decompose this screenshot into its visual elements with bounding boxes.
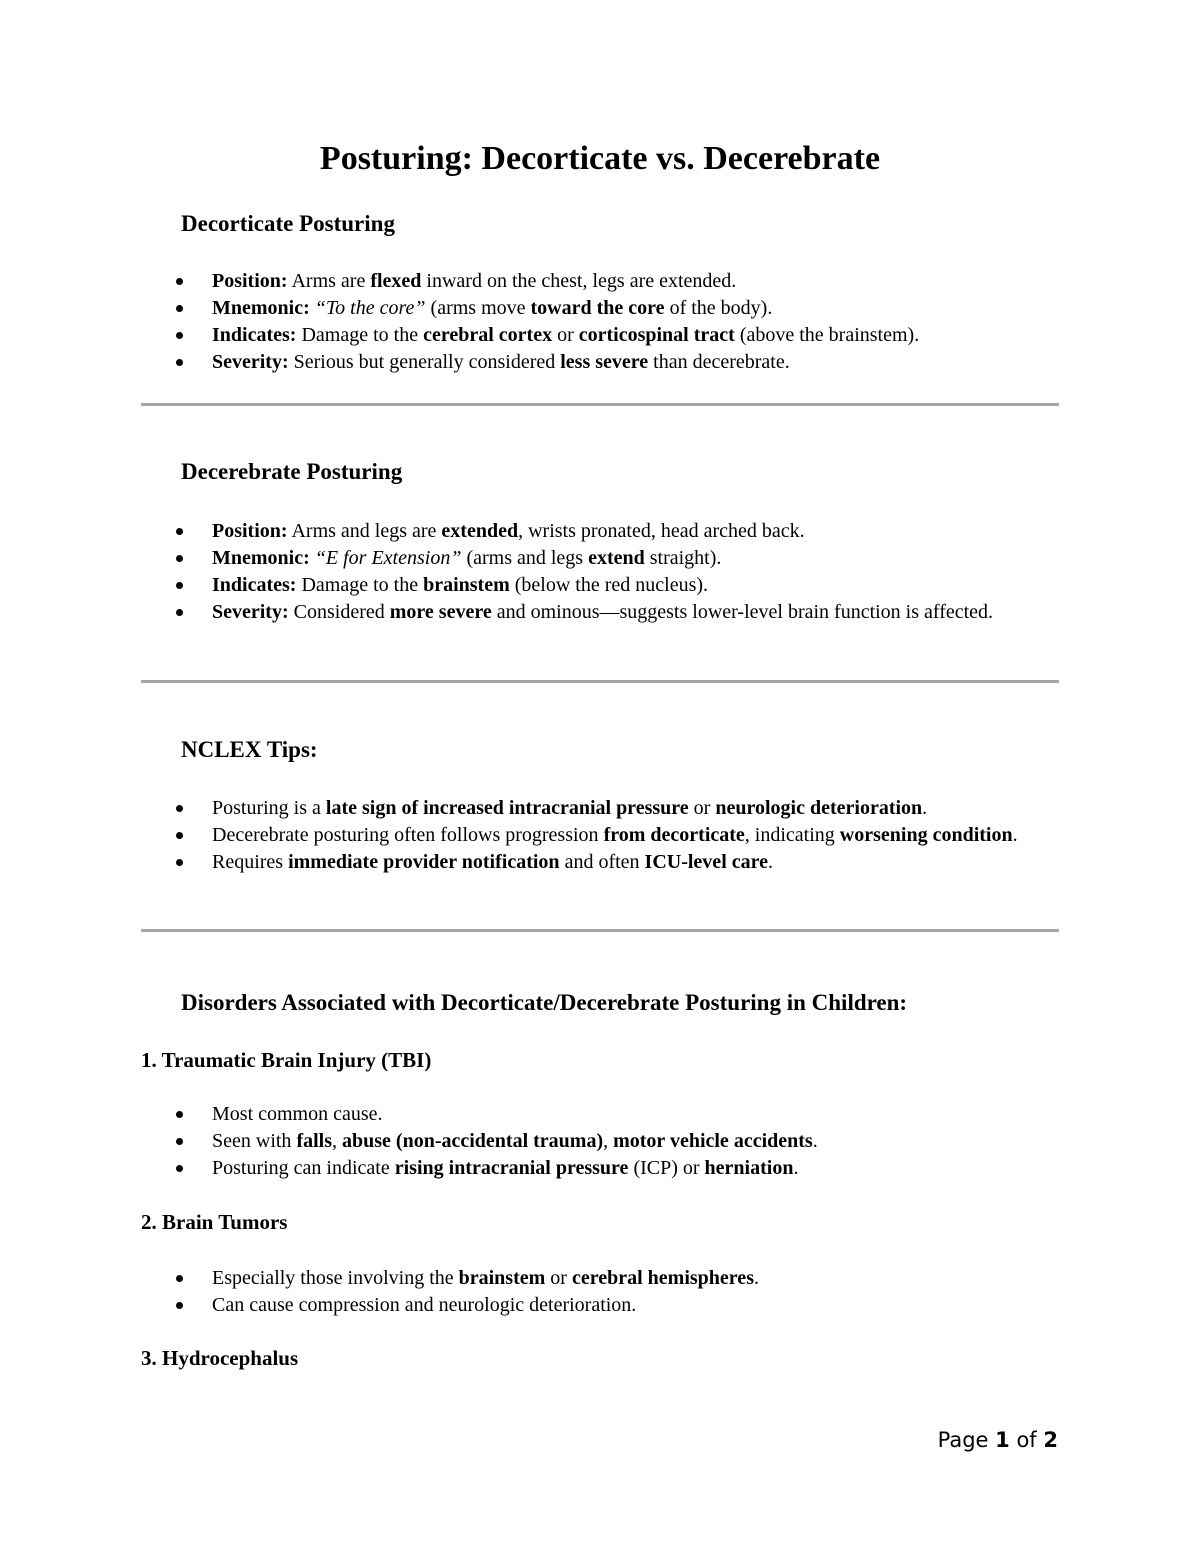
item-bold: more severe bbox=[389, 601, 492, 623]
item-text: . bbox=[753, 1267, 759, 1289]
item-text: Damage to the bbox=[296, 324, 424, 346]
page-title: Posturing: Decorticate vs. Decerebrate bbox=[319, 140, 881, 177]
item-label: Severity: bbox=[212, 351, 289, 373]
tumors-heading: 2. Brain Tumors bbox=[141, 1210, 288, 1234]
item-text: Seen with bbox=[212, 1130, 297, 1152]
disorders-heading: Disorders Associated with Decorticate/Decerebrate Posturing in Children: bbox=[181, 990, 908, 1015]
item-text: Can cause compression and neurologic deterioration. bbox=[212, 1294, 637, 1316]
item-text: Damage to the bbox=[296, 574, 424, 596]
item-bold: cerebral cortex bbox=[423, 324, 553, 346]
item-text: , wrists pronated, head arched back. bbox=[518, 520, 805, 542]
item-label: Mnemonic: bbox=[212, 547, 310, 569]
list-item bbox=[170, 322, 1070, 349]
item-label: Severity: bbox=[212, 601, 289, 623]
page-number-middle: of bbox=[1009, 1428, 1044, 1452]
item-text: Considered bbox=[288, 601, 390, 623]
list-item bbox=[170, 518, 1070, 545]
item-label: Mnemonic: bbox=[212, 297, 310, 319]
item-italic: “E for Extension” bbox=[314, 547, 462, 569]
item-bold: falls bbox=[296, 1130, 332, 1152]
item-text: , bbox=[603, 1130, 614, 1152]
tbi-heading: 1. Traumatic Brain Injury (TBI) bbox=[141, 1048, 432, 1072]
list-item bbox=[170, 1265, 1070, 1292]
item-label: Position: bbox=[212, 270, 288, 292]
nclex-heading: NCLEX Tips: bbox=[181, 737, 318, 762]
item-label: Indicates: bbox=[212, 324, 297, 346]
nclex-list bbox=[170, 795, 1070, 876]
page-number bbox=[938, 1428, 1058, 1452]
page-number-total: 2 bbox=[1043, 1428, 1058, 1452]
item-bold: worsening condition bbox=[839, 824, 1013, 846]
tumors-list bbox=[170, 1265, 1070, 1319]
item-bold: motor vehicle accidents bbox=[613, 1130, 813, 1152]
item-text: or bbox=[545, 1267, 572, 1289]
item-text: Posturing is a bbox=[212, 797, 326, 819]
item-text: , indicating bbox=[744, 824, 840, 846]
section-divider bbox=[141, 403, 1059, 406]
item-bold: ICU-level care bbox=[644, 851, 769, 873]
item-label: Indicates: bbox=[212, 574, 297, 596]
item-bold: brainstem bbox=[423, 574, 510, 596]
list-item bbox=[170, 849, 1070, 876]
item-text: than decerebrate. bbox=[648, 351, 790, 373]
item-bold: late sign of increased intracranial pressure bbox=[325, 797, 689, 819]
item-text: and often bbox=[559, 851, 645, 873]
item-bold: herniation bbox=[704, 1157, 794, 1179]
item-text: of the body). bbox=[664, 297, 773, 319]
item-text: Arms are bbox=[287, 270, 371, 292]
item-bold: cerebral hemispheres bbox=[571, 1267, 754, 1289]
item-text: (ICP) or bbox=[628, 1157, 705, 1179]
item-text: straight). bbox=[644, 547, 722, 569]
item-text: (arms move bbox=[425, 297, 531, 319]
item-bold: flexed bbox=[370, 270, 422, 292]
list-item bbox=[170, 545, 1070, 572]
item-text: , bbox=[332, 1130, 342, 1152]
item-text: or bbox=[688, 797, 716, 819]
item-text: . bbox=[812, 1130, 818, 1152]
item-text: Requires bbox=[212, 851, 289, 873]
decorticate-list bbox=[170, 268, 1070, 376]
list-item bbox=[170, 1128, 1070, 1155]
page-number-current: 1 bbox=[995, 1428, 1010, 1452]
tbi-list bbox=[170, 1101, 1070, 1182]
item-text: Most common cause. bbox=[212, 1103, 383, 1125]
item-text: (below the red nucleus). bbox=[509, 574, 709, 596]
item-bold: rising intracranial pressure bbox=[394, 1157, 629, 1179]
list-item bbox=[170, 1155, 1070, 1182]
decerebrate-list bbox=[170, 518, 1070, 626]
list-item bbox=[170, 822, 1070, 849]
hydrocephalus-heading: 3. Hydrocephalus bbox=[141, 1346, 299, 1370]
list-item bbox=[170, 295, 1070, 322]
list-item bbox=[170, 268, 1070, 295]
item-bold: abuse (non-accidental trauma) bbox=[342, 1130, 604, 1152]
list-item bbox=[170, 599, 1070, 626]
list-item bbox=[170, 1292, 1070, 1319]
item-text: . bbox=[1012, 824, 1018, 846]
item-italic: “To the core” bbox=[314, 297, 426, 319]
item-bold: neurologic deterioration bbox=[715, 797, 923, 819]
item-text: Arms and legs are bbox=[287, 520, 442, 542]
item-text: (arms and legs bbox=[461, 547, 589, 569]
item-text: Decerebrate posturing often follows progression bbox=[212, 824, 604, 846]
decorticate-heading: Decorticate Posturing bbox=[181, 211, 395, 236]
item-bold: extend bbox=[588, 547, 645, 569]
item-text: . bbox=[922, 797, 928, 819]
item-bold: from decorticate bbox=[603, 824, 745, 846]
list-item bbox=[170, 572, 1070, 599]
item-text: and ominous—suggests lower-level brain function is affected. bbox=[491, 601, 994, 623]
item-label: Position: bbox=[212, 520, 288, 542]
item-text: . bbox=[793, 1157, 799, 1179]
item-text: (above the brainstem). bbox=[734, 324, 920, 346]
section-divider bbox=[141, 929, 1059, 932]
item-text: inward on the chest, legs are extended. bbox=[421, 270, 737, 292]
item-bold: immediate provider notification bbox=[288, 851, 560, 873]
item-text: Serious but generally considered bbox=[288, 351, 561, 373]
item-text: or bbox=[552, 324, 579, 346]
list-item bbox=[170, 349, 1070, 376]
item-text: Posturing can indicate bbox=[212, 1157, 395, 1179]
list-item bbox=[170, 1101, 1070, 1128]
item-bold: less severe bbox=[560, 351, 649, 373]
list-item bbox=[170, 795, 1070, 822]
item-text: . bbox=[768, 851, 774, 873]
item-text: Especially those involving the bbox=[212, 1267, 459, 1289]
item-bold: corticospinal tract bbox=[578, 324, 735, 346]
decerebrate-heading: Decerebrate Posturing bbox=[181, 459, 403, 484]
page-number-prefix: Page bbox=[937, 1428, 996, 1452]
item-bold: extended bbox=[441, 520, 519, 542]
item-bold: toward the core bbox=[530, 297, 665, 319]
section-divider bbox=[141, 680, 1059, 683]
item-bold: brainstem bbox=[458, 1267, 546, 1289]
